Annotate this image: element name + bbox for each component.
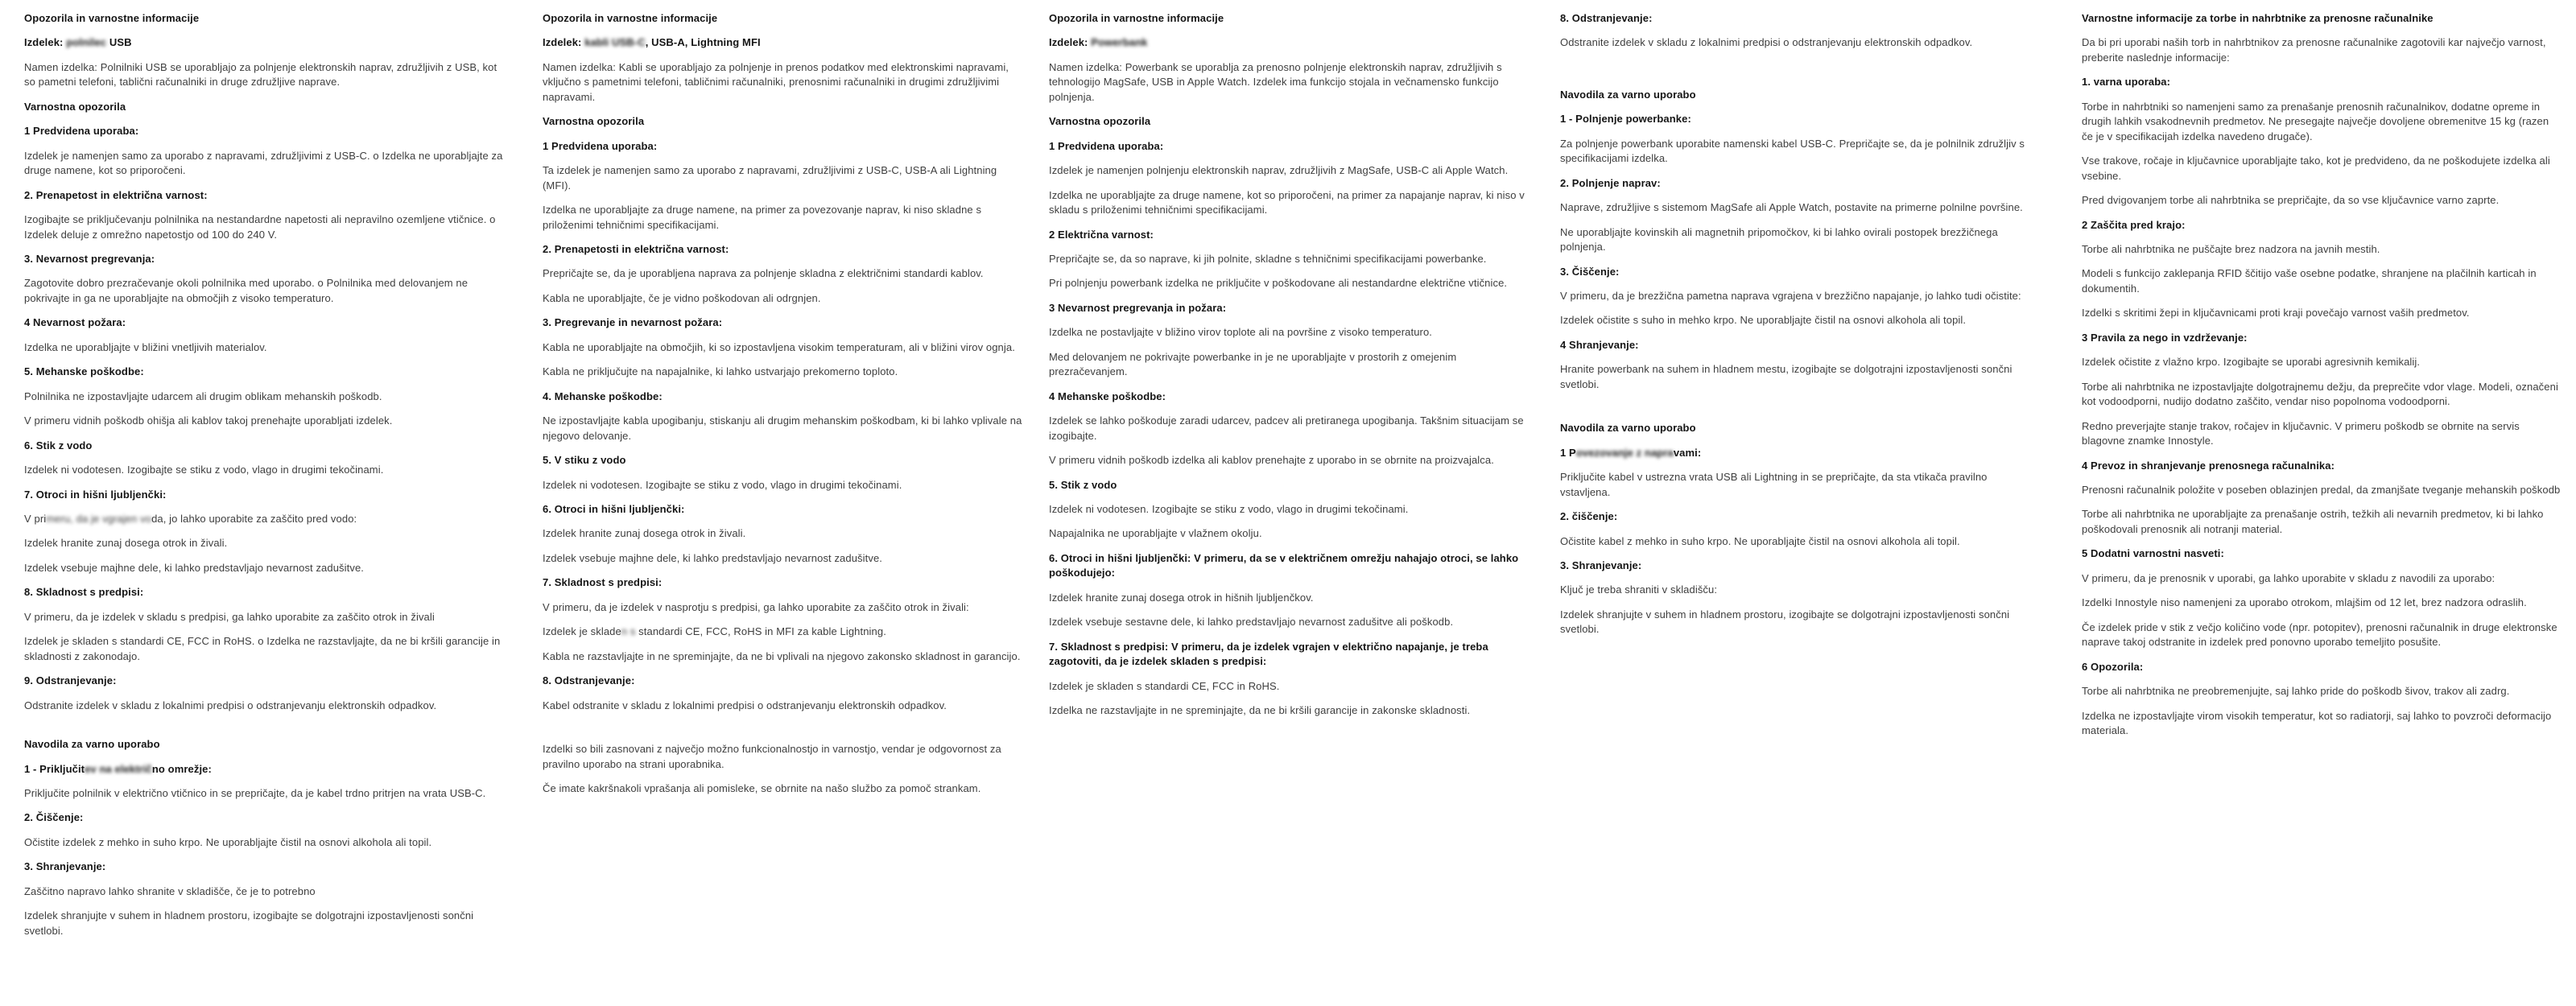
paragraph: Modeli s funkcijo zaklepanja RFID ščitijo vaše osebne podatke, shranjene na plačilnih karticah in dokumentih.: [2082, 267, 2537, 295]
paragraph: Torbe ali nahrbtnika ne izpostavljajte dolgotrajnemu dežju, da preprečite vdor vlage. Modeli, označeni kot vodoodporni, nudijo dodatno zaščito, vendar niso popolnoma vodoodporni.: [2082, 380, 2558, 408]
heading: 8. Odstranjevanje:: [543, 674, 635, 687]
heading: 2 Zaščita pred krajo:: [2082, 218, 2186, 231]
heading: 8. Skladnost s predpisi:: [24, 586, 144, 599]
paragraph: Ne uporabljajte kovinskih ali magnetnih pripomočkov, ki bi lahko ovirali postopek brezžičnega polnjenja.: [1560, 225, 1998, 254]
heading: 1. varna uporaba:: [2082, 76, 2171, 89]
heading: [24, 762, 504, 777]
paragraph: Izdelek vsebuje majhne dele, ki lahko predstavljajo nevarnost zadušitve.: [24, 561, 364, 574]
paragraph: Očistite izdelek z mehko in suho krpo. Ne uporabljajte čistil na osnovi alkohola ali topil.: [24, 835, 432, 848]
heading: Navodila za varno uporabo: [1560, 88, 1696, 101]
column-usb-charger: [24, 11, 504, 948]
paragraph: Izdelek očistite z vlažno krpo. Izogibajte se uporabi agresivnih kemikalij.: [2082, 356, 2421, 369]
heading: 2. Polnjenje naprav:: [1560, 176, 1661, 189]
heading: 3 Pravila za nego in vzdrževanje:: [2082, 331, 2248, 344]
text-fragment: Izdelek je sklade: [543, 625, 621, 638]
paragraph: Kabla ne uporabljajte na območjih, ki so izpostavljena visokim temperaturam, ali v bližini virov ognja.: [543, 340, 1015, 353]
paragraph: Izdelek je namenjen polnjenju elektronskih naprav, združljivih z MagSafe, USB-C ali Apple Watch.: [1049, 164, 1509, 177]
paragraph: Izdelek ni vodotesen. Izogibajte se stiku z vodo, vlago in drugimi tekočinami.: [24, 464, 384, 476]
paragraph: Kabla ne uporabljajte, če je vidno poškodovan ali odrgnjen.: [543, 291, 821, 304]
paragraph: Ne izpostavljajte kabla upogibanju, stiskanju ali drugim mehanskim poškodbam, ki bi lahko vplivale na njegovo delovanje.: [543, 414, 1022, 442]
heading: 2. Čiščenje:: [24, 811, 84, 824]
heading: 3. Shranjevanje:: [1560, 559, 1642, 571]
heading: 8. Odstranjevanje:: [1560, 12, 1653, 24]
text-fragment: standardi CE, FCC, RoHS in MFI za kable Lightning.: [635, 625, 886, 638]
heading: Navodila za varno uporabo: [1560, 422, 1696, 435]
paragraph: V primeru vidnih poškodb ohišja ali kablov takoj prenehajte uporabljati izdelek.: [24, 414, 393, 427]
paragraph: Zaščitno napravo lahko shranite v skladišče, če je to potrebno: [24, 884, 316, 897]
heading: Varnostna opozorila: [1049, 115, 1151, 128]
paragraph: Kabla ne priključujte na napajalnike, ki lahko ustvarjajo prekomerno toploto.: [543, 365, 898, 378]
spacer: [1560, 402, 2040, 421]
paragraph: Izdelek vsebuje sestavne dele, ki lahko predstavljajo nevarnost zadušitve ali poškodb.: [1049, 616, 1454, 629]
heading: Varnostna opozorila: [24, 100, 126, 113]
paragraph: Prepričajte se, da je uporabljena naprava za polnjenje skladna z električnimi standardi kablov.: [543, 267, 984, 280]
heading: 4 Prevoz in shranjevanje prenosnega računalnika:: [2082, 459, 2335, 472]
paragraph: Torbe in nahrbtniki so namenjeni samo za prenašanje prenosnih računalnikov, dodatne opreme in drugih lahkih vsakodnevnih predmetov. Ne presegajte največje dovoljene obremenitve 15 kg (razen če je v specifikacijah izdelka navedeno drugače).: [2082, 100, 2549, 142]
heading: 4 Nevarnost požara:: [24, 316, 126, 329]
paragraph: Izdelek je skladen s standardi CE, FCC in RoHS. o Izdelka ne razstavljajte, da ne bi kršili garancije in skladnosti z zakonodajo.: [24, 635, 501, 662]
text-fragment: Izdelek:: [24, 36, 67, 49]
paragraph: Redno preverjajte stanje trakov, ročajev in ključavnic. V primeru poškodb se obrnite na servis blagovne znamke Innostyle.: [2082, 419, 2520, 447]
text-fragment: Izdelek:: [543, 36, 585, 49]
heading: Navodila za varno uporabo: [24, 738, 160, 751]
heading: 3. Nevarnost pregrevanja:: [24, 252, 155, 265]
text-fragment: V pri: [24, 512, 47, 525]
paragraph: V primeru vidnih poškodb izdelka ali kablov prenehajte z uporabo in se obrnite na proizvajalca.: [1049, 454, 1494, 467]
paragraph: V primeru, da je brezžična pametna naprava vgrajena v brezžično napajanje, jo lahko tudi očistite:: [1560, 289, 2021, 302]
text-fragment: 1 - Priključit: [24, 762, 85, 775]
paragraph: Izdelek je namenjen samo za uporabo z napravami, združljivimi z USB-C. o Izdelka ne uporabljajte za druge namene, kot so priporočeni.: [24, 149, 503, 177]
heading: 7. Skladnost s predpisi:: [543, 576, 663, 589]
paragraph: Izdelek hranite zunaj dosega otrok in hišnih ljubljenčkov.: [1049, 591, 1314, 604]
heading: 2. Prenapetost in električna varnost:: [24, 188, 208, 201]
heading: [543, 35, 1022, 50]
heading: 3. Čiščenje:: [1560, 265, 1620, 278]
blurred-text: ev na električ: [85, 762, 152, 775]
paragraph: Torbe ali nahrbtnika ne uporabljajte za prenašanje ostrih, težkih ali nevarnih predmetov, ki bi lahko poškodovali prenosnik ali notranji material.: [2082, 508, 2544, 535]
paragraph: Namen izdelka: Polnilniki USB se uporabljajo za polnjenje elektronskih naprav, združljivih z USB, kot so pametni telefoni, tablični računalniki in druge združljive naprave.: [24, 60, 497, 89]
paragraph: Izdelki Innostyle niso namenjeni za uporabo otrokom, mlajšim od 12 let, brez nadzora odraslih.: [2082, 596, 2527, 609]
paragraph: Polnilnika ne izpostavljajte udarcem ali drugim oblikam mehanskih poškodb.: [24, 390, 382, 402]
paragraph: Med delovanjem ne pokrivajte powerbanke in je ne uporabljajte v prostorih z omejenim prezračevanjem.: [1049, 350, 1457, 378]
paragraph: Ključ je treba shraniti v skladišču:: [1560, 583, 1718, 596]
text-fragment: vami:: [1673, 446, 1702, 459]
paragraph: Kabla ne razstavljajte in ne spreminjajte, da ne bi vplivali na njegovo zakonsko skladnost in garancijo.: [543, 649, 1021, 662]
paragraph: Pri polnjenju powerbank izdelka ne priključite v poškodovane ali nestandardne električne vtičnice.: [1049, 277, 1508, 290]
paragraph: V primeru, da je izdelek v nasprotju s predpisi, ga lahko uporabite za zaščito otrok in živali:: [543, 600, 969, 613]
heading: 6. Otroci in hišni ljubljenčki: V primeru, da se v električnem omrežju nahajajo otroci, se lahko poškodujejo:: [1049, 551, 1519, 579]
paragraph: Izdelki so bili zasnovani z največjo možno funkcionalnostjo in varnostjo, vendar je odgovornost za pravilno uporabo na strani uporabnika.: [543, 743, 1001, 770]
paragraph: Torbe ali nahrbtnika ne puščajte brez nadzora na javnih mestih.: [2082, 242, 2380, 255]
heading: 5. V stiku z vodo: [543, 454, 626, 467]
heading: [24, 35, 504, 50]
blurred-text: n s: [621, 625, 636, 638]
paragraph: Naprave, združljive s sistemom MagSafe ali Apple Watch, postavite na primerne polnilne površine.: [1560, 201, 2023, 214]
heading: 1 - Polnjenje powerbanke:: [1560, 113, 1691, 126]
paragraph: Da bi pri uporabi naših torb in nahrbtnikov za prenosne računalnike zagotovili kar največjo varnost, preberite naslednje informacije:: [2082, 36, 2546, 64]
heading: 6. Otroci in hišni ljubljenčki:: [543, 502, 685, 515]
heading: Varnostna opozorila: [543, 115, 645, 128]
text-fragment: , USB-A, Lightning MFI: [645, 36, 761, 49]
paragraph: Izdelek hranite zunaj dosega otrok in živali.: [24, 537, 228, 550]
paragraph: Očistite kabel z mehko in suho krpo. Ne uporabljajte čistil na osnovi alkohola ali topil.: [1560, 534, 1960, 547]
paragraph: Izdelka ne uporabljajte za druge namene, kot so priporočeni, na primer za napajanje naprav, ki niso v skladu s priloženimi tehničnimi specifikacijami.: [1049, 188, 1525, 216]
paragraph: Prenosni računalnik položite v poseben oblazinjen predal, da zmanjšate tveganje mehanskih poškodb: [2082, 483, 2561, 496]
column-cables: [543, 11, 1022, 806]
heading: Opozorila in varnostne informacije: [1049, 12, 1224, 24]
paragraph: Izdelki s skritimi žepi in ključavnicami proti kraji povečajo varnost vaših predmetov.: [2082, 307, 2470, 320]
heading: 5. Stik z vodo: [1049, 478, 1117, 491]
blurred-text: polnilec: [66, 36, 107, 49]
heading: 7. Otroci in hišni ljubljenčki:: [24, 488, 167, 501]
column-powerbank: [1049, 11, 1529, 728]
text-fragment: no omrežje:: [151, 762, 212, 775]
paragraph: Izdelek hranite zunaj dosega otrok in živali.: [543, 527, 746, 540]
heading: 1 Predvidena uporaba:: [1049, 139, 1164, 152]
blurred-text: meru, da je vgrajen vo: [46, 512, 152, 525]
paragraph: Odstranite izdelek v skladu z lokalnimi predpisi o odstranjevanju elektronskih odpadkov.: [24, 699, 437, 711]
paragraph: Izogibajte se priključevanju polnilnika na nestandardne napetosti ali nepravilno ozemljene vtičnice. o Izdelek deluje z omrežno napetostjo od 100 do 240 V.: [24, 213, 496, 241]
paragraph: Izdelek shranjujte v suhem in hladnem prostoru, izogibajte se dolgotrajni izpostavljenosti sončni svetlobi.: [1560, 608, 2010, 636]
paragraph: Hranite powerbank na suhem in hladnem mestu, izogibajte se dolgotrajni izpostavljenosti sončni svetlobi.: [1560, 363, 2013, 390]
paragraph: Izdelek ni vodotesen. Izogibajte se stiku z vodo, vlago in drugimi tekočinami.: [543, 478, 902, 491]
heading: 3. Pregrevanje in nevarnost požara:: [543, 316, 723, 329]
paragraph: Namen izdelka: Powerbank se uporablja za prenosno polnjenje elektronskih naprav, združljivih s tehnologijo MagSafe, USB in Apple Watch. Izdelek ima funkcijo stojala in večnamensko funkcijo polnjenja.: [1049, 60, 1502, 103]
blurred-text: Powerbank: [1091, 36, 1148, 49]
spacer: [24, 723, 504, 737]
paragraph: Izdelek vsebuje majhne dele, ki lahko predstavljajo nevarnost zadušitve.: [543, 551, 882, 564]
heading: 4 Shranjevanje:: [1560, 338, 1639, 351]
paragraph: Če izdelek pride v stik z večjo količino vode (npr. potopitev), prenosni računalnik in druge elektronske naprave takoj odstranite in izdelek pred ponovno uporabo temeljito posušite.: [2082, 621, 2557, 649]
paragraph: [543, 625, 1022, 639]
paragraph: Prepričajte se, da so naprave, ki jih polnite, skladne s tehničnimi specifikacijami powerbanke.: [1049, 252, 1487, 265]
paragraph: Pred dvigovanjem torbe ali nahrbtnika se prepričajte, da so vse ključavnice varno zaprte.: [2082, 194, 2500, 207]
paragraph: Za polnjenje powerbank uporabite namenski kabel USB-C. Prepričajte se, da je polnilnik združljiv s specifikacijami izdelka.: [1560, 137, 2025, 165]
text-fragment: Izdelek:: [1049, 36, 1092, 49]
heading: 1 Predvidena uporaba:: [24, 125, 139, 138]
text-fragment: USB: [106, 36, 132, 49]
heading: 9. Odstranjevanje:: [24, 674, 117, 687]
paragraph: Izdelek je skladen s standardi CE, FCC in RoHS.: [1049, 679, 1280, 692]
heading: 4 Mehanske poškodbe:: [1049, 390, 1166, 402]
paragraph: Napajalnika ne uporabljajte v vlažnem okolju.: [1049, 527, 1262, 540]
heading: Opozorila in varnostne informacije: [24, 12, 200, 24]
heading: Varnostne informacije za torbe in nahrbtnike za prenosne računalnike: [2082, 12, 2434, 24]
heading: 2. čiščenje:: [1560, 510, 1618, 523]
paragraph: Izdelek se lahko poškoduje zaradi udarcev, padcev ali pretiranega upogibanja. Takšnim situacijam se izogibajte.: [1049, 414, 1524, 442]
heading: Opozorila in varnostne informacije: [543, 12, 718, 24]
paragraph: Zagotovite dobro prezračevanje okoli polnilnika med uporabo. o Polnilnika med delovanjem ne pokrivajte in ga ne uporabljajte na območjih z visoko temperaturo.: [24, 277, 469, 304]
heading: 5. Mehanske poškodbe:: [24, 365, 144, 378]
blurred-text: ovezovanje z napra: [1575, 446, 1674, 459]
heading: 5 Dodatni varnostni nasveti:: [2082, 547, 2224, 560]
text-fragment: da, jo lahko uporabite za zaščito pred vodo:: [151, 512, 357, 525]
paragraph: Izdelka ne razstavljajte in ne spreminjajte, da ne bi kršili garancije in zakonske skladnosti.: [1049, 704, 1471, 717]
paragraph: Izdelek ni vodotesen. Izogibajte se stiku z vodo, vlago in drugimi tekočinami.: [1049, 502, 1409, 515]
paragraph: Torbe ali nahrbtnika ne preobremenjujte, saj lahko pride do poškodb šivov, trakov ali zadrg.: [2082, 685, 2510, 698]
heading: 2. Prenapetosti in električna varnost:: [543, 242, 729, 255]
paragraph: Izdelek očistite s suho in mehko krpo. Ne uporabljajte čistil na osnovi alkohola ali topil.: [1560, 314, 1967, 327]
paragraph: Priključite kabel v ustrezna vrata USB ali Lightning in se prepričajte, da sta vtikača pravilno vstavljena.: [1560, 471, 1988, 498]
paragraph: Priključite polnilnik v električno vtičnico in se prepričajte, da je kabel trdno pritrjen na vrata USB-C.: [24, 786, 486, 799]
paragraph: Kabel odstranite v skladu z lokalnimi predpisi o odstranjevanju elektronskih odpadkov.: [543, 699, 947, 711]
blurred-text: kabli USB-C: [584, 36, 646, 49]
paragraph: Izdelek shranjujte v suhem in hladnem prostoru, izogibajte se dolgotrajni izpostavljenosti sončni svetlobi.: [24, 909, 474, 937]
paragraph: Izdelka ne postavljajte v bližino virov toplote ali na površine z visoko temperaturo.: [1049, 326, 1433, 339]
text-fragment: 1 P: [1560, 446, 1576, 459]
heading: 4. Mehanske poškodbe:: [543, 390, 663, 402]
paragraph: Vse trakove, ročaje in ključavnice uporabljajte tako, kot je predvideno, da ne poškodujete izdelka ali vsebine.: [2082, 155, 2550, 182]
paragraph: V primeru, da je prenosnik v uporabi, ga lahko uporabite v skladu z navodili za uporabo:: [2082, 571, 2496, 584]
spacer: [543, 723, 1022, 742]
heading: 6. Stik z vodo: [24, 439, 93, 451]
column-laptop-bags: [2082, 11, 2562, 748]
paragraph: Izdelka ne izpostavljajte virom visokih temperatur, kot so radiatorji, saj lahko to povzroči deformacijo materiala.: [2082, 709, 2552, 736]
heading: 1 Predvidena uporaba:: [543, 139, 658, 152]
heading: 3 Nevarnost pregrevanja in požara:: [1049, 301, 1227, 314]
heading: 2 Električna varnost:: [1049, 228, 1154, 241]
heading: 7. Skladnost s predpisi: V primeru, da je izdelek vgrajen v električno napajanje, je treba zagotoviti, da je izdelek skladen s predpisi:: [1049, 640, 1488, 668]
heading: 3. Shranjevanje:: [24, 860, 106, 873]
paragraph: [24, 512, 504, 526]
heading: [1049, 35, 1529, 50]
heading: 6 Opozorila:: [2082, 660, 2144, 673]
paragraph: Namen izdelka: Kabli se uporabljajo za polnjenje in prenos podatkov med elektronskimi napravami, vključno s pametnimi telefoni, tabličnimi računalniki, prenosnimi računalniki in drugimi združljivimi napravami.: [543, 60, 1009, 103]
paragraph: Izdelka ne uporabljajte za druge namene, na primer za povezovanje naprav, ki niso skladne s priloženimi tehničnimi specifikacijami.: [543, 204, 982, 231]
paragraph: Odstranite izdelek v skladu z lokalnimi predpisi o odstranjevanju elektronskih odpadkov.: [1560, 36, 1973, 49]
heading: [1560, 446, 2040, 460]
spacer: [1560, 60, 2040, 88]
column-powerbank-instructions: [1560, 11, 2040, 647]
paragraph: Izdelka ne uporabljajte v bližini vnetljivih materialov.: [24, 340, 267, 353]
paragraph: Ta izdelek je namenjen samo za uporabo z napravami, združljivimi z USB-C, USB-A ali Lightning (MFI).: [543, 164, 997, 192]
paragraph: V primeru, da je izdelek v skladu s predpisi, ga lahko uporabite za zaščito otrok in živali: [24, 610, 435, 623]
paragraph: Če imate kakršnakoli vprašanja ali pomisleke, se obrnite na našo službo za pomoč strankam.: [543, 781, 981, 794]
